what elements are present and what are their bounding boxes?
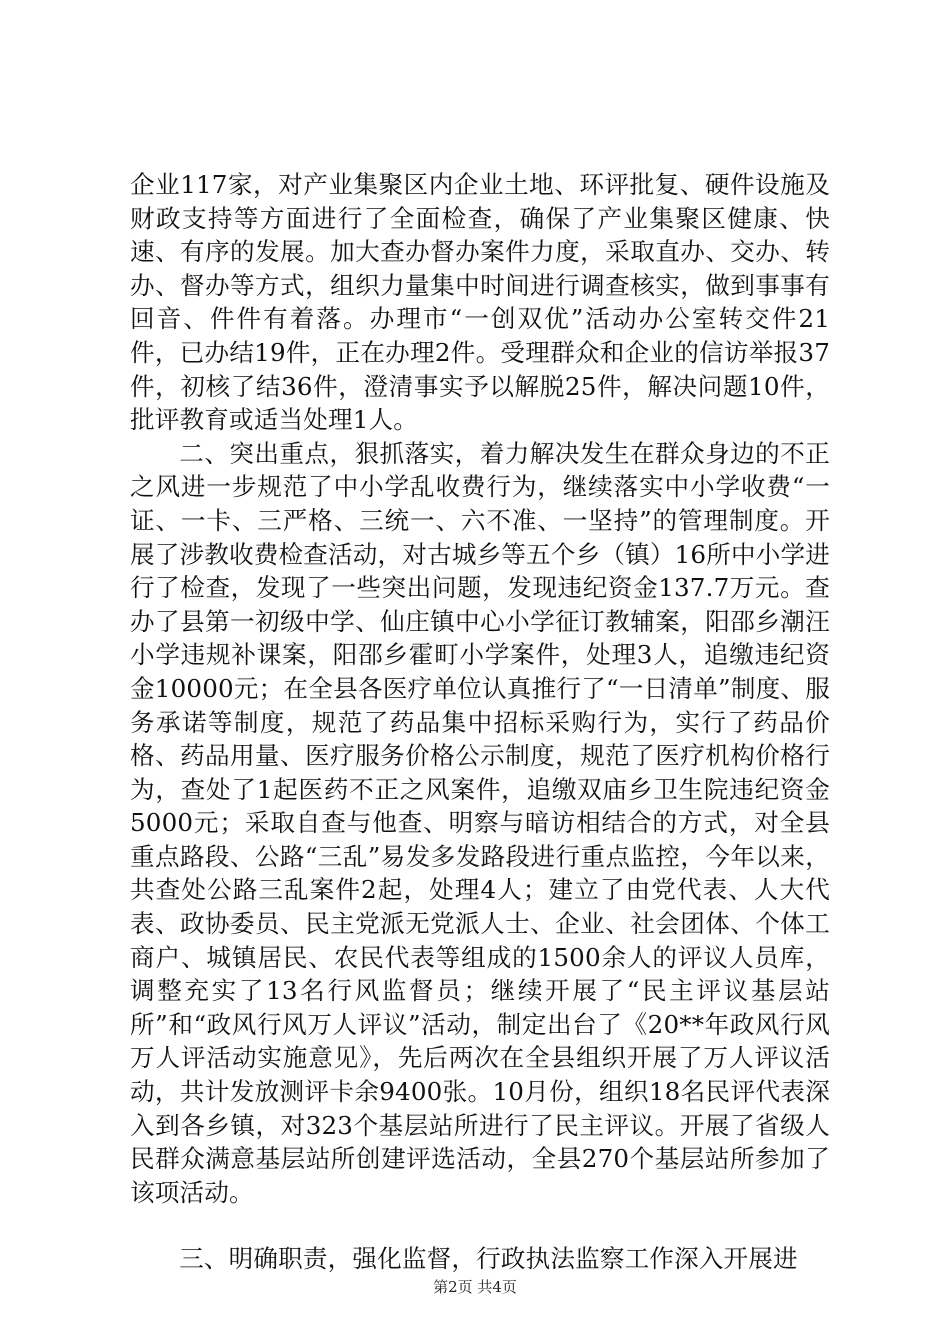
page-number-footer: 第2页 共4页 bbox=[433, 1278, 517, 1296]
document-body bbox=[130, 168, 830, 1276]
paragraph-continuation: 企业117家，对产业集聚区内企业土地、环评批复、硬件设施及财政支持等方面进行了全面检查，确保了产业集聚区健康、快速、有序的发展。加大查办督办案件力度，采取直办、交办、转办、督办等方式，组织力量集中时间进行调查核实，做到事事有回音、件件有着落。办理市“一创双优”活动办公室转交件21件，已办结19件，正在办理2件。受理群众和企业的信访举报37件，初核了结36件，澄清事实予以解脱25件，解决问题10件，批评教育或适当处理1人。 bbox=[130, 170, 830, 435]
paragraph-section-two: 二、突出重点，狠抓落实，着力解决发生在群众身边的不正之风进一步规范了中小学乱收费行为，继续落实中小学收费“一证、一卡、三严格、三统一、六不准、一坚持”的管理制度。开展了涉教收费检查活动，对古城乡等五个乡（镇）16所中小学进行了检查，发现了一些突出问题，发现违纪资金137.7万元。查办了县第一初级中学、仙庄镇中心小学征订教辅案，阳邵乡潮汪小学违规补课案，阳邵乡霍町小学案件，处理3人，追缴违纪资金10000元；在全县各医疗单位认真推行了“一日清单”制度、服务承诺等制度，规范了药品集中招标采购行为，实行了药品价格、药品用量、医疗服务价格公示制度，规范了医疗机构价格行为，查处了1起医药不正之风案件，追缴双庙乡卫生院违纪资金5000元；采取自查与他查、明察与暗访相结合的方式，对全县重点路段、公路“三乱”易发多发路段进行重点监控，今年以来，共查处公路三乱案件2起，处理4人；建立了由党代表、人大代表、政协委员、民主党派无党派人士、企业、社会团体、个体工商户、城镇居民、农民代表等组成的1500余人的评议人员库，调整充实了13名行风监督员；继续开展了“民主评议基层站所”和“政风行风万人评议”活动，制定出台了《20**年政风行风万人评活动实施意见》，先后两次在全县组织开展了万人评议活动，共计发放测评卡余9400张。10月份，组织18名民评代表深入到各乡镇，对323个基层站所进行了民主评议。开展了省级人民群众满意基层站所创建评选活动，全县270个基层站所参加了该项活动。 bbox=[130, 438, 830, 1207]
paragraph-section-three: 三、明确职责，强化监督，行政执法监察工作深入开展进 bbox=[179, 1244, 798, 1274]
